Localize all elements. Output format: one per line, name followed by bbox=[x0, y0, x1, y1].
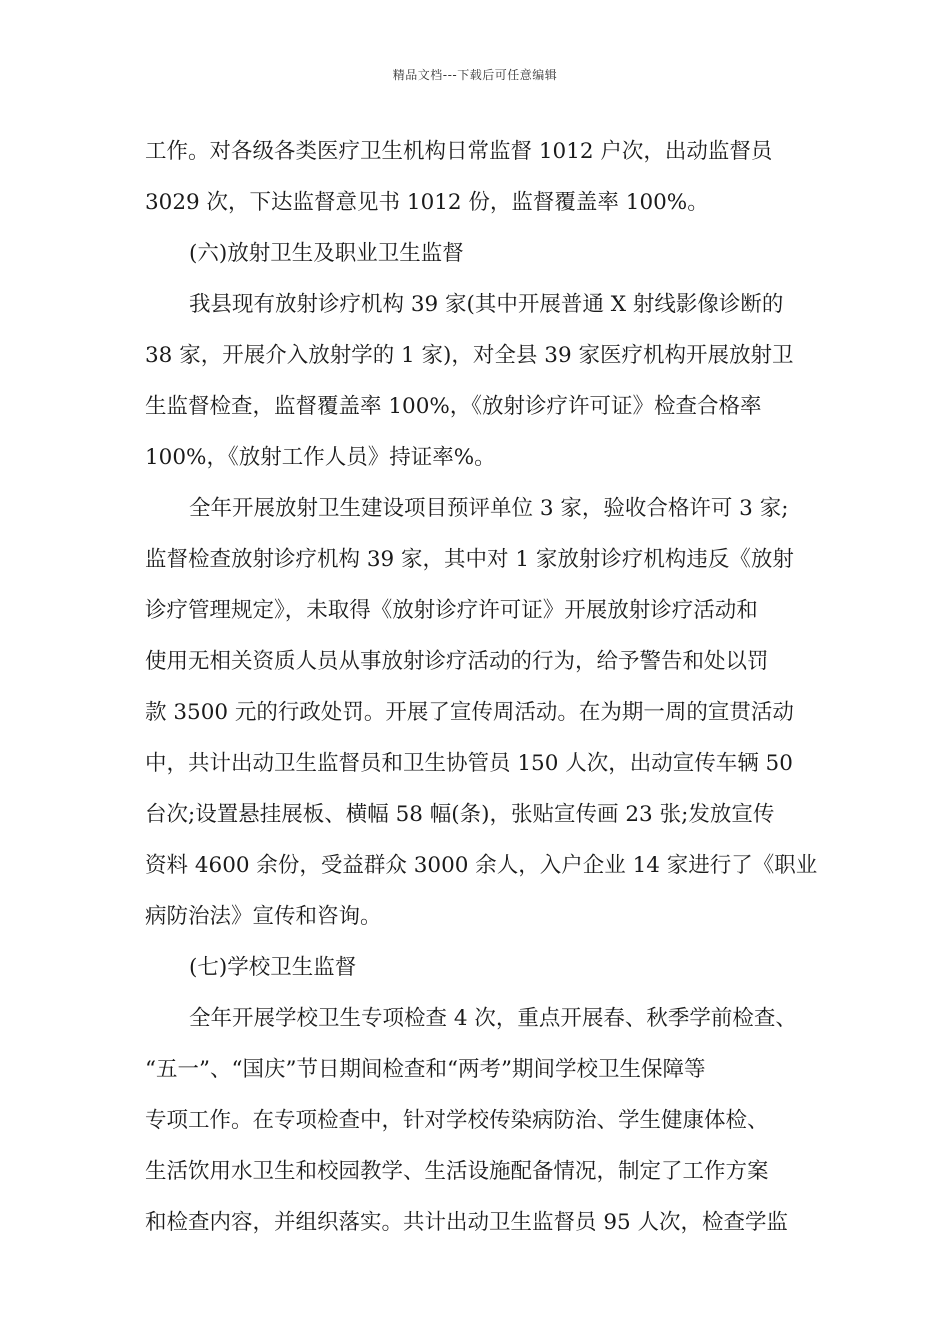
text-line: (七)学校卫生监督 bbox=[189, 955, 357, 980]
text-line: “五一”、“国庆”节日期间检查和“两考”期间学校卫生保障等 bbox=[145, 1057, 706, 1082]
text-line: 和检查内容，并组织落实。共计出动卫生监督员 95 人次，检查学监 bbox=[145, 1210, 789, 1235]
text-line: 38 家，开展介入放射学的 1 家)，对全县 39 家医疗机构开展放射卫 bbox=[145, 343, 794, 368]
text-line: 诊疗管理规定》，未取得《放射诊疗许可证》开展放射诊疗活动和 bbox=[145, 598, 758, 623]
text-line: 中，共计出动卫生监督员和卫生协管员 150 人次，出动宣传车辆 50 bbox=[145, 751, 793, 776]
text-line: 生活饮用水卫生和校园教学、生活设施配备情况，制定了工作方案 bbox=[145, 1159, 769, 1184]
text-line: 使用无相关资质人员从事放射诊疗活动的行为，给予警告和处以罚 bbox=[145, 649, 769, 674]
text-line: 款 3500 元的行政处罚。开展了宣传周活动。在为期一周的宣贯活动 bbox=[145, 700, 794, 725]
text-line: 监督检查放射诊疗机构 39 家，其中对 1 家放射诊疗机构违反《放射 bbox=[145, 547, 794, 572]
text-line: 专项工作。在专项检查中，针对学校传染病防治、学生健康体检、 bbox=[145, 1108, 769, 1133]
text-line: 3029 次，下达监督意见书 1012 份，监督覆盖率 100%。 bbox=[145, 190, 709, 215]
text-line: 全年开展放射卫生建设项目预评单位 3 家，验收合格许可 3 家; bbox=[189, 496, 789, 521]
text-line: 100%，《放射工作人员》持证率%。 bbox=[145, 445, 496, 470]
page-header: 精品文档---下载后可任意编辑 bbox=[392, 68, 558, 82]
text-line: 工作。对各级各类医疗卫生机构日常监督 1012 户次，出动监督员 bbox=[145, 139, 773, 164]
text-line: 病防治法》宣传和咨询。 bbox=[145, 904, 382, 929]
text-line: 全年开展学校卫生专项检查 4 次，重点开展春、秋季学前检查、 bbox=[189, 1006, 797, 1031]
text-line: 生监督检查，监督覆盖率 100%，《放射诊疗许可证》检查合格率 bbox=[145, 394, 762, 419]
text-line: 资料 4600 余份，受益群众 3000 余人，入户企业 14 家进行了《职业 bbox=[145, 853, 818, 878]
text-line: 我县现有放射诊疗机构 39 家(其中开展普通 X 射线影像诊断的 bbox=[189, 292, 784, 317]
text-line: (六)放射卫生及职业卫生监督 bbox=[189, 241, 464, 266]
document-body bbox=[145, 126, 818, 1248]
text-line: 台次;设置悬挂展板、横幅 58 幅(条)，张贴宣传画 23 张;发放宣传 bbox=[145, 802, 775, 827]
